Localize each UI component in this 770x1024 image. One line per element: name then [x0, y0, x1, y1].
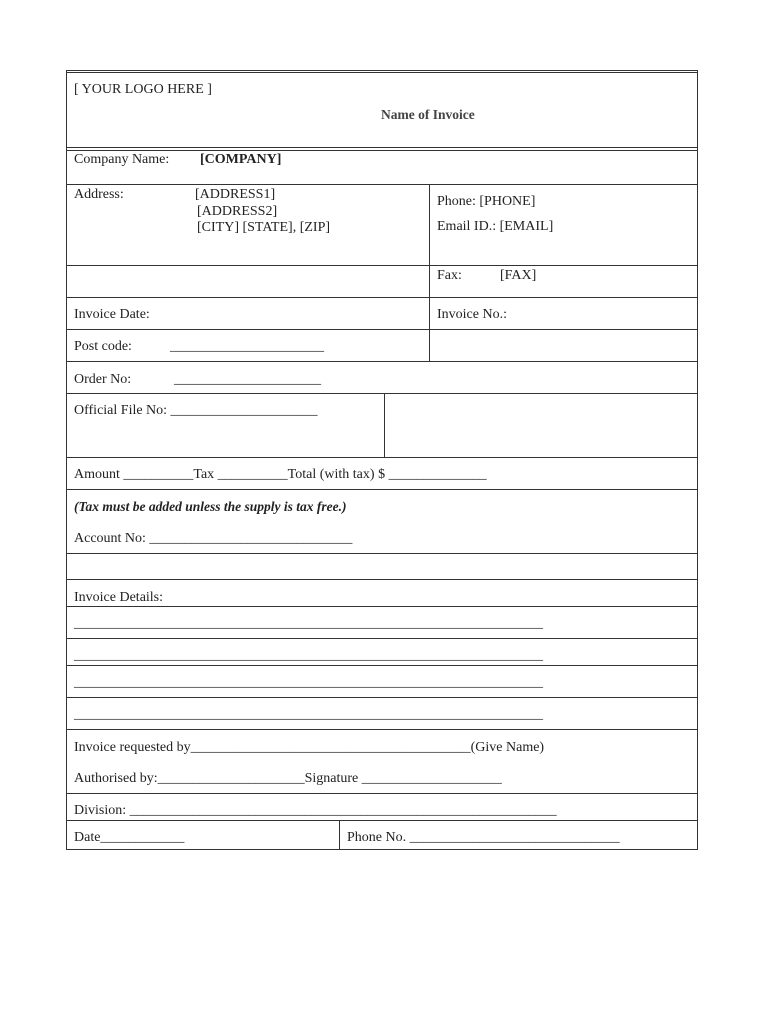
address-line-1[interactable]: [ADDRESS1] — [195, 187, 276, 202]
column-divider — [429, 184, 430, 361]
divider — [67, 820, 697, 821]
divider — [67, 361, 697, 362]
divider — [67, 638, 697, 639]
post-code-field[interactable]: ______________________ — [170, 339, 324, 354]
address-city-state-zip[interactable]: [CITY] [STATE], [ZIP] — [197, 220, 331, 235]
invoice-date-label: Invoice Date: — [74, 307, 150, 322]
division-field[interactable]: Division: _____________________________________________________________ — [74, 803, 557, 818]
divider — [67, 793, 697, 794]
divider — [67, 457, 697, 458]
invoice-details-line[interactable]: ___________________________________________________________________ — [74, 648, 543, 663]
date-field[interactable]: Date____________ — [74, 830, 185, 845]
divider — [67, 184, 697, 185]
company-name-label: Company Name: — [74, 152, 170, 167]
invoice-no-label: Invoice No.: — [437, 307, 507, 322]
divider — [67, 297, 697, 298]
invoice-title: Name of Invoice — [381, 107, 475, 122]
divider — [67, 697, 697, 698]
order-no-field[interactable]: _____________________ — [174, 372, 321, 387]
divider — [67, 265, 697, 266]
order-no-label: Order No: — [74, 372, 132, 387]
authorised-by-signature-field[interactable]: Authorised by:_____________________Signature ____________________ — [74, 771, 502, 786]
column-divider — [384, 393, 385, 457]
logo-placeholder: [ YOUR LOGO HERE ] — [74, 82, 212, 97]
email-field[interactable]: Email ID.: [EMAIL] — [437, 219, 554, 234]
invoice-details-label: Invoice Details: — [74, 590, 164, 605]
invoice-requested-by-field[interactable]: Invoice requested by________________________________________(Give Name) — [74, 740, 545, 755]
divider — [67, 147, 697, 148]
invoice-details-line[interactable]: ___________________________________________________________________ — [74, 675, 543, 690]
phone-field[interactable]: Phone: [PHONE] — [437, 194, 536, 209]
official-file-no-field[interactable]: Official File No: _____________________ — [74, 403, 318, 418]
company-name-value[interactable]: [COMPANY] — [200, 152, 282, 167]
divider — [67, 553, 697, 554]
column-divider — [339, 820, 340, 850]
tax-note: (Tax must be added unless the supply is tax free.) — [74, 499, 347, 514]
divider — [67, 606, 697, 607]
invoice-details-line[interactable]: ___________________________________________________________________ — [74, 707, 543, 722]
invoice-form — [66, 70, 698, 850]
account-no-field[interactable]: Account No: _____________________________ — [74, 531, 353, 546]
divider — [67, 393, 697, 394]
divider — [67, 489, 697, 490]
fax-label: Fax: — [437, 268, 462, 283]
divider — [67, 729, 697, 730]
post-code-label: Post code: — [74, 339, 132, 354]
invoice-details-line[interactable]: ___________________________________________________________________ — [74, 616, 543, 631]
address-label: Address: — [74, 187, 124, 202]
divider — [67, 579, 697, 580]
address-line-2[interactable]: [ADDRESS2] — [197, 204, 278, 219]
divider — [67, 665, 697, 666]
amount-tax-total-field[interactable]: Amount __________Tax __________Total (with tax) $ ______________ — [74, 467, 487, 482]
phone-no-field[interactable]: Phone No. ______________________________ — [347, 830, 620, 845]
fax-value[interactable]: [FAX] — [500, 268, 537, 283]
divider — [67, 329, 697, 330]
